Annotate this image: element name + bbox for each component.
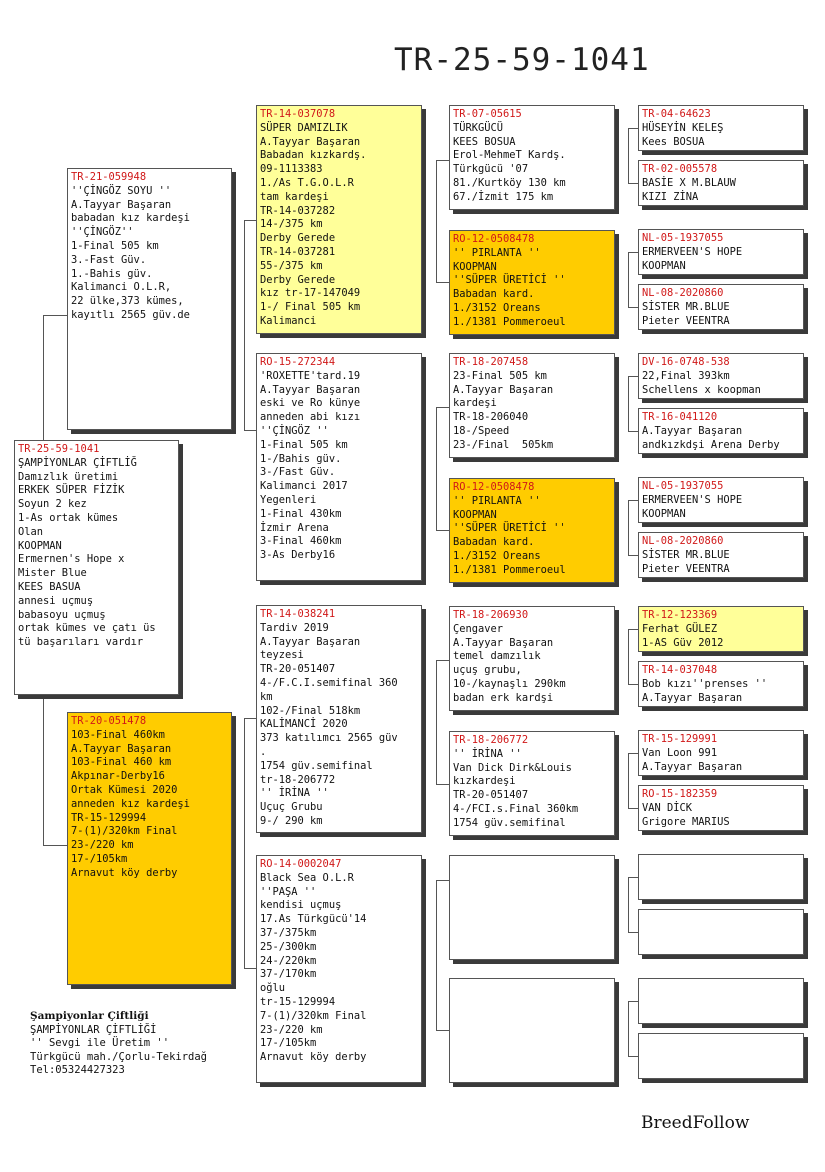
pedigree-note: 17-/105km — [71, 852, 128, 865]
pedigree-note: '' PIRLANTA '' — [453, 246, 541, 259]
breeder-motto: '' Sevgi ile Üretim '' — [30, 1037, 170, 1050]
pedigree-note: 25-/300km — [260, 940, 317, 953]
pedigree-note: anneden kız kardeşi — [71, 797, 190, 810]
pedigree-note: ''SÜPER ÜRETİCİ '' — [453, 274, 566, 287]
pedigree-note: A.Tayyar Başaran — [260, 383, 361, 396]
great-grandparent-card — [449, 478, 615, 583]
pedigree-note: KOOPMAN — [453, 260, 497, 273]
pedigree-note: . — [260, 745, 267, 758]
pedigree-note: 14-/375 km — [260, 218, 323, 231]
connector-line — [43, 845, 67, 846]
connector-line — [628, 877, 629, 932]
pedigree-note: 7-(1)/320km Final — [71, 825, 178, 838]
ring-number: TR-12-123369 — [642, 609, 718, 621]
pedigree-note: 1-/Bahis güv. — [260, 452, 342, 465]
ring-number: NL-08-2020860 — [642, 535, 724, 547]
pedigree-note: 23-Final 505 km — [453, 369, 547, 382]
pedigree-note: 17.As Türkgücü'14 — [260, 913, 367, 926]
pedigree-note: Ferhat GÜLEZ — [642, 622, 718, 635]
pedigree-note: Kalimanci 2017 — [260, 480, 348, 493]
pedigree-note: KOOPMAN — [453, 508, 497, 521]
pedigree-note: Babadan kızkardş. — [260, 149, 367, 162]
pedigree-note: Grigore MARIUS — [642, 815, 730, 828]
pedigree-note: 1.-Bahis güv. — [71, 267, 153, 280]
breeder-address: Türkgücü mah./Çorlu-Tekirdağ — [30, 1050, 208, 1063]
connector-line — [628, 500, 629, 555]
connector-line — [628, 932, 638, 933]
pedigree-note: VAN DİCK — [642, 801, 693, 814]
pedigree-note: KEES BOSUA — [453, 135, 516, 148]
pedigree-note: 'ROXETTE'tard.19 — [260, 369, 361, 382]
pedigree-note: 103-Final 460km — [71, 728, 165, 741]
great-grandparent-card — [449, 105, 615, 210]
pedigree-note: Pieter VEENTRA — [642, 562, 730, 575]
ring-number: TR-14-037078 — [260, 108, 336, 120]
ring-number: TR-02-005578 — [642, 163, 718, 175]
pedigree-note: 103-Final 460 km — [71, 756, 172, 769]
connector-line — [628, 1001, 638, 1002]
ring-number: TR-14-037048 — [642, 664, 718, 676]
pedigree-note: 22,Final 393km — [642, 369, 730, 382]
gg-grandparent-card — [638, 606, 804, 652]
pedigree-note: tam kardeşi — [260, 190, 329, 203]
grandparent-card — [256, 605, 422, 833]
pedigree-note: '' PIRLANTA '' — [453, 494, 541, 507]
connector-line — [244, 430, 256, 431]
gg-grandparent-card — [638, 854, 804, 900]
pedigree-note: 3-/Fast Güv. — [260, 466, 336, 479]
pedigree-note: ERMERVEEN'S HOPE — [642, 493, 743, 506]
pedigree-note: 55-/375 km — [260, 259, 323, 272]
connector-line — [628, 128, 629, 183]
pedigree-note: Schellens x koopman — [642, 383, 761, 396]
ring-number: TR-25-59-1041 — [18, 443, 100, 455]
ring-number: TR-18-207458 — [453, 356, 529, 368]
ring-number: TR-18-206772 — [453, 734, 529, 746]
pedigree-note: '' İRİNA '' — [453, 747, 522, 760]
connector-line — [244, 220, 256, 221]
connector-line — [628, 629, 629, 684]
connector-line — [436, 784, 449, 785]
pedigree-note: 09-1113383 — [260, 163, 323, 176]
connector-line — [628, 500, 638, 501]
pedigree-note: 18-/Speed — [453, 424, 510, 437]
breeder-info — [30, 1010, 207, 1078]
pedigree-note: 23-/Final 505km — [453, 438, 554, 451]
ring-number: TR-07-05615 — [453, 108, 522, 120]
pedigree-note: Van Loon 991 — [642, 746, 718, 759]
pedigree-note: annesi uçmuş — [18, 594, 94, 607]
connector-line — [43, 695, 44, 845]
pedigree-note: SİSTER MR.BLUE — [642, 300, 730, 313]
gg-grandparent-card — [638, 532, 804, 578]
pedigree-note: KEES BASUA — [18, 580, 81, 593]
pedigree-note: 1-Final 505 km — [260, 438, 348, 451]
pedigree-note: KOOPMAN — [18, 539, 62, 552]
pedigree-note: 37-/170km — [260, 968, 317, 981]
pedigree-note: 3.-Fast Güv. — [71, 253, 147, 266]
pedigree-note: İzmir Arena — [260, 521, 329, 534]
pedigree-note: Kees BOSUA — [642, 135, 705, 148]
great-grandparent-card — [449, 606, 615, 711]
pedigree-note: anneden abi kızı — [260, 411, 361, 424]
connector-line — [628, 1056, 638, 1057]
pedigree-note: A.Tayyar Başaran — [71, 198, 172, 211]
pedigree-note: 81./Kurtköy 130 km — [453, 176, 566, 189]
gg-grandparent-card — [638, 353, 804, 399]
gg-grandparent-card — [638, 408, 804, 454]
pedigree-note: SİSTER MR.BLUE — [642, 548, 730, 561]
pedigree-note: ERMERVEEN'S HOPE — [642, 245, 743, 258]
ring-number: TR-21-059948 — [71, 171, 147, 183]
gg-grandparent-card — [638, 978, 804, 1024]
pedigree-note: ŞAMPİYONLAR ÇİFTLİĞ — [18, 456, 137, 469]
pedigree-note: uçuş grubu, — [453, 664, 522, 677]
pedigree-note: ''PAŞA '' — [260, 885, 317, 898]
pedigree-note: Yegenleri — [260, 493, 317, 506]
breeder-phone: Tel:05324427323 — [30, 1064, 125, 1077]
pedigree-note: 1./1381 Pommeroeul — [453, 315, 566, 328]
connector-line — [628, 1001, 629, 1056]
pedigree-note: tr-18-206772 — [260, 773, 336, 786]
connector-line — [628, 555, 638, 556]
connector-line — [628, 753, 629, 808]
pedigree-note: kendisi uçmuş — [260, 899, 342, 912]
pedigree-note: 1754 güv.semifinal — [260, 759, 373, 772]
pedigree-note: 1./As T.G.O.L.R — [260, 176, 354, 189]
ring-number: NL-08-2020860 — [642, 287, 724, 299]
pedigree-note: ortak kümes ve çatı üs — [18, 622, 156, 635]
pedigree-note: ''ÇİNGÖZ '' — [260, 424, 329, 437]
connector-line — [436, 407, 437, 530]
grandparent-card — [256, 855, 422, 1083]
pedigree-note: Derby Gerede — [260, 232, 336, 245]
pedigree-note: 1-Final 505 km — [71, 239, 159, 252]
pedigree-note: eski ve Ro künye — [260, 397, 361, 410]
connector-line — [436, 660, 449, 661]
pedigree-note: TR-20-051407 — [260, 663, 336, 676]
pedigree-note: Tardiv 2019 — [260, 621, 329, 634]
connector-line — [436, 1030, 449, 1031]
pedigree-note: A.Tayyar Başaran — [642, 424, 743, 437]
connector-line — [628, 431, 638, 432]
connector-line — [436, 160, 449, 161]
great-grandparent-card — [449, 353, 615, 458]
pedigree-note: A.Tayyar Başaran — [260, 135, 361, 148]
connector-line — [628, 877, 638, 878]
gg-grandparent-card — [638, 229, 804, 275]
pedigree-note: Kalimanci O.L.R, — [71, 281, 172, 294]
pedigree-note: 7-(1)/320km Final — [260, 1009, 367, 1022]
pedigree-note: 1./1381 Pommeroeul — [453, 563, 566, 576]
gg-grandparent-card — [638, 1033, 804, 1079]
pedigree-note: tü başarıları vardır — [18, 636, 144, 649]
pedigree-note: kızkardeşi — [453, 775, 516, 788]
pedigree-note: A.Tayyar Başaran — [642, 760, 743, 773]
connector-line — [628, 376, 629, 431]
ring-number: RO-12-0508478 — [453, 233, 535, 245]
pedigree-note: babadan kız kardeşi — [71, 212, 190, 225]
connector-line — [628, 252, 629, 307]
ring-number: NL-05-1937055 — [642, 480, 724, 492]
pedigree-note: TÜRKGÜCÜ — [453, 121, 504, 134]
gg-grandparent-card — [638, 105, 804, 151]
pedigree-note: ''SÜPER ÜRETİCİ '' — [453, 522, 566, 535]
pedigree-note: teyzesi — [260, 649, 304, 662]
connector-line — [628, 753, 638, 754]
pedigree-note: 373 katılımcı 2565 güv — [260, 732, 398, 745]
pedigree-note: tr-15-129994 — [260, 995, 336, 1008]
grandparent-card — [256, 353, 422, 581]
grandparent-card — [256, 105, 422, 334]
connector-line — [628, 376, 638, 377]
pedigree-note: A.Tayyar Başaran — [71, 742, 172, 755]
page-title: TR-25-59-1041 — [394, 42, 650, 78]
pedigree-note: A.Tayyar Başaran — [260, 635, 361, 648]
pedigree-note: 102-/Final 518km — [260, 704, 361, 717]
brand-logo: BreedFollow — [641, 1113, 750, 1133]
pedigree-note: 10-/kaynaşlı 290km — [453, 677, 566, 690]
connector-line — [436, 660, 437, 784]
connector-line — [628, 808, 638, 809]
breeder-name: Şampiyonlar Çiftliği — [30, 1010, 149, 1022]
ring-number: TR-20-051478 — [71, 715, 147, 727]
pedigree-note: 17-/105km — [260, 1037, 317, 1050]
pedigree-note: Van Dick Dirk&Louis — [453, 761, 572, 774]
pedigree-note: kız tr-17-147049 — [260, 287, 361, 300]
pedigree-note: Ortak Kümesi 2020 — [71, 783, 178, 796]
pedigree-note: TR-18-206040 — [453, 411, 529, 424]
ring-number: RO-12-0508478 — [453, 481, 535, 493]
pedigree-note: Olan — [18, 525, 44, 538]
pedigree-note: TR-14-037282 — [260, 204, 336, 217]
pedigree-note: Soyun 2 kez — [18, 498, 87, 511]
pedigree-note: A.Tayyar Başaran — [453, 383, 554, 396]
pedigree-note: Akpınar-Derby16 — [71, 770, 165, 783]
pedigree-note: temel damzılık — [453, 650, 541, 663]
pedigree-note: 1-As ortak kümes — [18, 511, 119, 524]
pedigree-note: TR-15-129994 — [71, 811, 147, 824]
connector-line — [628, 128, 638, 129]
pedigree-note: 37-/375km — [260, 926, 317, 939]
connector-line — [436, 407, 449, 408]
pedigree-note: 3-Final 460km — [260, 535, 342, 548]
pedigree-note: ''ÇİNGÖZ SOYU '' — [71, 184, 172, 197]
pedigree-note: kayıtlı 2565 güv.de — [71, 308, 190, 321]
pedigree-note: Pieter VEENTRA — [642, 314, 730, 327]
pedigree-note: Black Sea O.L.R — [260, 871, 354, 884]
gg-grandparent-card — [638, 785, 804, 831]
ring-number: NL-05-1937055 — [642, 232, 724, 244]
great-grandparent-card — [449, 978, 615, 1083]
subject-bird-card — [14, 440, 179, 695]
pedigree-note: Arnavut köy derby — [71, 866, 178, 879]
connector-line — [436, 282, 449, 283]
dam-card — [67, 712, 232, 985]
pedigree-note: badan erk kardşi — [453, 691, 554, 704]
pedigree-note: 22 ülke,373 kümes, — [71, 295, 184, 308]
pedigree-note: KIZI ZİNA — [642, 190, 699, 203]
pedigree-note: ERKEK SÜPER FİZİK — [18, 484, 125, 497]
pedigree-note: HÜSEYİN KELEŞ — [642, 121, 724, 134]
pedigree-note: KOOPMAN — [642, 259, 686, 272]
ring-number: TR-16-041120 — [642, 411, 718, 423]
pedigree-note: 1-AS Güv 2012 — [642, 636, 724, 649]
connector-line — [628, 684, 638, 685]
pedigree-note: Arnavut köy derby — [260, 1051, 367, 1064]
pedigree-note: 23-/220 km — [71, 839, 134, 852]
pedigree-note: Derby Gerede — [260, 273, 336, 286]
pedigree-note: A.Tayyar Başaran — [642, 691, 743, 704]
ring-number: TR-18-206930 — [453, 609, 529, 621]
pedigree-note: KOOPMAN — [642, 507, 686, 520]
ring-number: RO-14-0002047 — [260, 858, 342, 870]
gg-grandparent-card — [638, 160, 804, 206]
connector-line — [628, 629, 638, 630]
pedigree-note: Bob kızı''prenses '' — [642, 677, 768, 690]
pedigree-note: Damızlık üretimi — [18, 470, 119, 483]
connector-line — [244, 220, 245, 430]
pedigree-note: SÜPER DAMIZLIK — [260, 121, 348, 134]
great-grandparent-card — [449, 855, 615, 960]
pedigree-note: oğlu — [260, 982, 286, 995]
pedigree-note: Ermernen's Hope x — [18, 553, 125, 566]
ring-number: TR-04-64623 — [642, 108, 711, 120]
pedigree-note: 4-/FCI.s.Final 360km — [453, 802, 579, 815]
connector-line — [436, 530, 449, 531]
ring-number: DV-16-0748-538 — [642, 356, 730, 368]
pedigree-note: ''ÇİNGÖZ'' — [71, 226, 134, 239]
ring-number: RO-15-272344 — [260, 356, 336, 368]
great-grandparent-card — [449, 731, 615, 836]
pedigree-note: TR-20-051407 — [453, 789, 529, 802]
connector-line — [436, 160, 437, 282]
connector-line — [43, 315, 67, 316]
pedigree-note: Türkgücü '07 — [453, 163, 529, 176]
pedigree-note: 1./3152 Oreans — [453, 301, 541, 314]
connector-line — [436, 880, 437, 1030]
pedigree-note: Erol-MehmeT Kardş. — [453, 149, 566, 162]
connector-line — [628, 183, 638, 184]
pedigree-note: BASİE X M.BLAUW — [642, 176, 736, 189]
pedigree-note: KALİMANCİ 2020 — [260, 718, 348, 731]
pedigree-note: andkızkdşi Arena Derby — [642, 438, 780, 451]
pedigree-note: kardeşi — [453, 397, 497, 410]
connector-line — [244, 718, 245, 968]
pedigree-note: Mister Blue — [18, 567, 87, 580]
pedigree-note: babasoyu uçmuş — [18, 608, 106, 621]
gg-grandparent-card — [638, 477, 804, 523]
connector-line — [244, 718, 256, 719]
pedigree-note: Babadan kard. — [453, 536, 535, 549]
connector-line — [436, 880, 449, 881]
pedigree-note: 1-Final 430km — [260, 507, 342, 520]
pedigree-note: km — [260, 690, 273, 703]
connector-line — [628, 307, 638, 308]
pedigree-note: 67./İzmit 175 km — [453, 190, 554, 203]
pedigree-note: 9-/ 290 km — [260, 814, 323, 827]
connector-line — [628, 252, 638, 253]
pedigree-note: 1-/ Final 505 km — [260, 301, 361, 314]
gg-grandparent-card — [638, 661, 804, 707]
sire-card — [67, 168, 232, 430]
pedigree-note: 4-/F.C.I.semifinal 360 — [260, 676, 398, 689]
pedigree-note: Uçuç Grubu — [260, 801, 323, 814]
pedigree-note: Çengaver — [453, 622, 504, 635]
pedigree-note: Babadan kard. — [453, 288, 535, 301]
pedigree-note: 24-/220km — [260, 954, 317, 967]
pedigree-note: 3-As Derby16 — [260, 549, 336, 562]
great-grandparent-card — [449, 230, 615, 335]
pedigree-note: 23-/220 km — [260, 1023, 323, 1036]
pedigree-note: Kalimanci — [260, 314, 317, 327]
pedigree-note: A.Tayyar Başaran — [453, 636, 554, 649]
gg-grandparent-card — [638, 909, 804, 955]
ring-number: TR-14-038241 — [260, 608, 336, 620]
connector-line — [244, 968, 256, 969]
ring-number: TR-15-129991 — [642, 733, 718, 745]
gg-grandparent-card — [638, 730, 804, 776]
breeder-loft: ŞAMPİYONLAR ÇİFTLİĞİ — [30, 1023, 157, 1036]
pedigree-note: 1./3152 Oreans — [453, 549, 541, 562]
pedigree-note: 1754 güv.semifinal — [453, 816, 566, 829]
ring-number: RO-15-182359 — [642, 788, 718, 800]
pedigree-note: '' İRİNA '' — [260, 787, 329, 800]
gg-grandparent-card — [638, 284, 804, 330]
pedigree-note: TR-14-037281 — [260, 245, 336, 258]
